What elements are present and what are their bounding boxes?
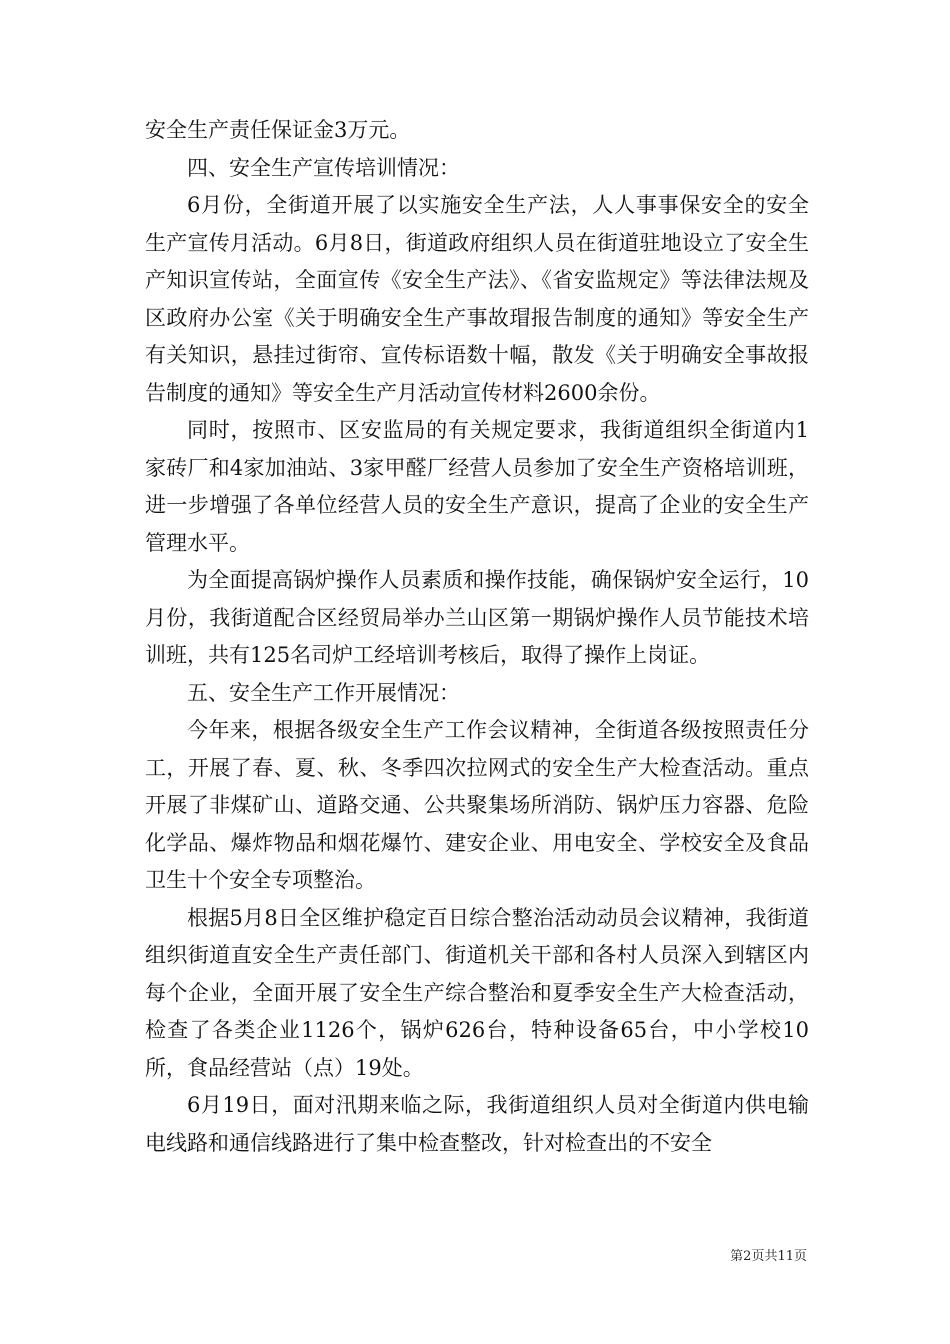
paragraph: 为全面提高锅炉操作人员素质和操作技能，确保锅炉安全运行，10月份，我街道配合区经贸局举办兰山区第一期锅炉操作人员节能技术培训班，共有125名司炉工经培训考核后，取得了操作上岗证。 bbox=[145, 568, 809, 667]
document-body bbox=[145, 112, 809, 1162]
page-number: 第2页共11页 bbox=[730, 1249, 807, 1264]
paragraph: 安全生产责任保证金3万元。 bbox=[145, 118, 411, 142]
paragraph: 6月份，全街道开展了以实施安全生产法，人人事事保安全的安全生产宣传月活动。6月8日，街道政府组织人员在街道驻地设立了安全生产知识宣传站，全面宣传《安全生产法》、《省安监规定》等法律法规及区政府办公室《关于明确安全生产事故瑁报告制度的通知》等安全生产有关知识，悬挂过街帘、宣传标语数十幅，散发《关于明确安全事故报告制度的通知》等安全生产月活动宣传材料2600余份。 bbox=[145, 193, 809, 405]
section-heading-publicity-training: 四、安全生产宣传培训情况： bbox=[187, 155, 460, 180]
paragraph: 今年来，根据各级安全生产工作会议精神，全街道各级按照责任分工，开展了春、夏、秋、冬季四次拉网式的安全生产大检查活动。重点开展了非煤矿山、道路交通、公共聚集场所消防、锅炉压力容器、危险化学品、爆炸物品和烟花爆竹、建安企业、用电安全、学校安全及食品卫生十个安全专项整治。 bbox=[145, 718, 809, 892]
paragraph: 根据5月8日全区维护稳定百日综合整治活动动员会议精神，我街道组织街道直安全生产责任部门、街道机关干部和各村人员深入到辖区内每个企业，全面开展了安全生产综合整治和夏季安全生产大检查活动，检查了各类企业1126个，锅炉626台，特种设备65台，中小学校10所，食品经营站（点）19处。 bbox=[145, 905, 809, 1080]
paragraph: 同时，按照市、区安监局的有关规定要求，我街道组织全街道内1家砖厂和4家加油站、3家甲醛厂经营人员参加了安全生产资格培训班，进一步增强了各单位经营人员的安全生产意识，提高了企业的安全生产管理水平。 bbox=[145, 418, 809, 555]
section-heading-work-progress: 五、安全生产工作开展情况： bbox=[187, 680, 460, 705]
paragraph: 6月19日，面对汛期来临之际，我街道组织人员对全街道内供电输电线路和通信线路进行了集中检查整改，针对检查出的不安全 bbox=[145, 1093, 809, 1155]
